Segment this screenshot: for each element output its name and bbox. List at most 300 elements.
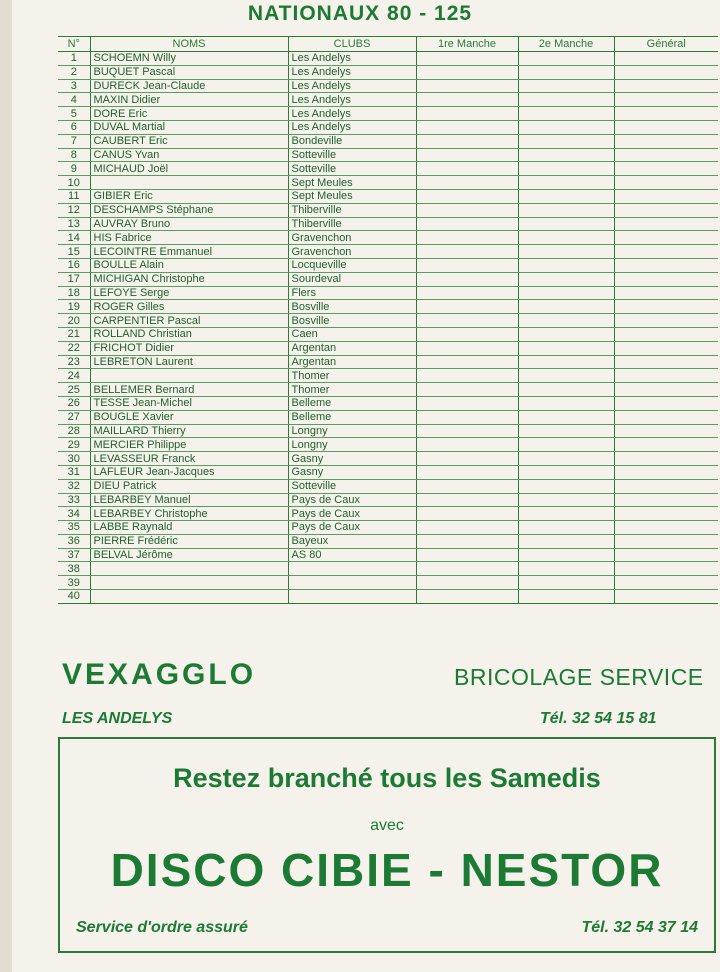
rider-name: LECOINTRE Emmanuel bbox=[90, 245, 288, 259]
round-1-result bbox=[416, 176, 518, 190]
table-row bbox=[58, 65, 718, 79]
round-1-result bbox=[416, 396, 518, 410]
rider-club: Les Andelys bbox=[288, 107, 416, 121]
round-1-result bbox=[416, 438, 518, 452]
general-result bbox=[614, 479, 718, 493]
row-number: 15 bbox=[58, 245, 90, 259]
table-row bbox=[58, 203, 718, 217]
row-number: 2 bbox=[58, 65, 90, 79]
general-result bbox=[614, 217, 718, 231]
row-number: 26 bbox=[58, 396, 90, 410]
disco-with: avec bbox=[370, 817, 404, 834]
rider-club: Locqueville bbox=[288, 258, 416, 272]
general-result bbox=[614, 562, 718, 576]
general-result bbox=[614, 162, 718, 176]
round-2-result bbox=[518, 424, 614, 438]
rider-name: AUVRAY Bruno bbox=[90, 217, 288, 231]
row-number: 39 bbox=[58, 576, 90, 590]
rider-club: Les Andelys bbox=[288, 79, 416, 93]
general-result bbox=[614, 314, 718, 328]
rider-club: Les Andelys bbox=[288, 93, 416, 107]
rider-club: Belleme bbox=[288, 410, 416, 424]
table-row bbox=[58, 189, 718, 203]
rider-club: Thiberville bbox=[288, 217, 416, 231]
round-2-result bbox=[518, 245, 614, 259]
round-1-result bbox=[416, 272, 518, 286]
round-2-result bbox=[518, 217, 614, 231]
row-number: 20 bbox=[58, 314, 90, 328]
round-1-result bbox=[416, 245, 518, 259]
round-2-result bbox=[518, 576, 614, 590]
round-1-result bbox=[416, 465, 518, 479]
rider-name: TESSE Jean-Michel bbox=[90, 396, 288, 410]
table-row bbox=[58, 341, 718, 355]
general-result bbox=[614, 148, 718, 162]
round-2-result bbox=[518, 52, 614, 66]
round-2-result bbox=[518, 189, 614, 203]
row-number: 9 bbox=[58, 162, 90, 176]
table-row bbox=[58, 148, 718, 162]
table-row bbox=[58, 162, 718, 176]
round-2-result bbox=[518, 452, 614, 466]
table-row bbox=[58, 452, 718, 466]
disco-phone: Tél. 32 54 37 14 bbox=[581, 919, 698, 936]
header-clubs: CLUBS bbox=[288, 37, 416, 52]
general-result bbox=[614, 245, 718, 259]
table-row bbox=[58, 521, 718, 535]
rider-name: MAILLARD Thierry bbox=[90, 424, 288, 438]
rider-club: Thomer bbox=[288, 383, 416, 397]
round-2-result bbox=[518, 341, 614, 355]
table-row bbox=[58, 369, 718, 383]
table-row bbox=[58, 590, 718, 604]
round-1-result bbox=[416, 286, 518, 300]
general-result bbox=[614, 590, 718, 604]
round-2-result bbox=[518, 507, 614, 521]
round-2-result bbox=[518, 162, 614, 176]
row-number: 24 bbox=[58, 369, 90, 383]
round-2-result bbox=[518, 383, 614, 397]
bricolage-service: BRICOLAGE SERVICE bbox=[454, 664, 704, 690]
row-number: 29 bbox=[58, 438, 90, 452]
table-row bbox=[58, 424, 718, 438]
round-2-result bbox=[518, 438, 614, 452]
rider-name: MERCIER Philippe bbox=[90, 438, 288, 452]
general-result bbox=[614, 65, 718, 79]
rider-club bbox=[288, 562, 416, 576]
round-1-result bbox=[416, 590, 518, 604]
rider-club: Gravenchon bbox=[288, 231, 416, 245]
rider-club: Sept Meules bbox=[288, 176, 416, 190]
round-1-result bbox=[416, 189, 518, 203]
row-number: 11 bbox=[58, 189, 90, 203]
rider-club: Bosville bbox=[288, 314, 416, 328]
row-number: 12 bbox=[58, 203, 90, 217]
general-result bbox=[614, 176, 718, 190]
round-1-result bbox=[416, 493, 518, 507]
table-row bbox=[58, 286, 718, 300]
rider-name: LEBARBEY Manuel bbox=[90, 493, 288, 507]
general-result bbox=[614, 452, 718, 466]
rider-club bbox=[288, 576, 416, 590]
rider-club: Gasny bbox=[288, 465, 416, 479]
row-number: 3 bbox=[58, 79, 90, 93]
round-2-result bbox=[518, 65, 614, 79]
table-row bbox=[58, 272, 718, 286]
round-1-result bbox=[416, 424, 518, 438]
general-result bbox=[614, 383, 718, 397]
rider-name: LEFOYE Serge bbox=[90, 286, 288, 300]
round-1-result bbox=[416, 258, 518, 272]
general-result bbox=[614, 424, 718, 438]
round-1-result bbox=[416, 52, 518, 66]
round-1-result bbox=[416, 452, 518, 466]
table-row bbox=[58, 245, 718, 259]
row-number: 14 bbox=[58, 231, 90, 245]
table-row bbox=[58, 383, 718, 397]
table-row bbox=[58, 562, 718, 576]
rider-club: Caen bbox=[288, 327, 416, 341]
row-number: 31 bbox=[58, 465, 90, 479]
general-result bbox=[614, 93, 718, 107]
round-2-result bbox=[518, 465, 614, 479]
rider-name: DURECK Jean-Claude bbox=[90, 79, 288, 93]
round-2-result bbox=[518, 410, 614, 424]
rider-name: HIS Fabrice bbox=[90, 231, 288, 245]
round-1-result bbox=[416, 314, 518, 328]
round-1-result bbox=[416, 548, 518, 562]
round-1-result bbox=[416, 120, 518, 134]
round-1-result bbox=[416, 369, 518, 383]
row-number: 17 bbox=[58, 272, 90, 286]
header-num: N° bbox=[58, 37, 90, 52]
rider-club: Bondeville bbox=[288, 134, 416, 148]
round-2-result bbox=[518, 300, 614, 314]
row-number: 28 bbox=[58, 424, 90, 438]
round-2-result bbox=[518, 493, 614, 507]
general-result bbox=[614, 465, 718, 479]
table-row bbox=[58, 314, 718, 328]
row-number: 10 bbox=[58, 176, 90, 190]
disco-ad-box bbox=[58, 737, 716, 953]
rider-club: Sotteville bbox=[288, 148, 416, 162]
header-round-2: 2e Manche bbox=[518, 37, 614, 52]
rider-name: BOUGLE Xavier bbox=[90, 410, 288, 424]
round-1-result bbox=[416, 203, 518, 217]
round-2-result bbox=[518, 272, 614, 286]
rider-club: Pays de Caux bbox=[288, 507, 416, 521]
rider-name: BELVAL Jérôme bbox=[90, 548, 288, 562]
row-number: 4 bbox=[58, 93, 90, 107]
round-1-result bbox=[416, 134, 518, 148]
page-title: NATIONAUX 80 - 125 bbox=[247, 2, 473, 25]
rider-club: Les Andelys bbox=[288, 65, 416, 79]
rider-name: SCHOEMN Willy bbox=[90, 52, 288, 66]
rider-club: Les Andelys bbox=[288, 120, 416, 134]
rider-club: Argentan bbox=[288, 341, 416, 355]
round-2-result bbox=[518, 369, 614, 383]
row-number: 37 bbox=[58, 548, 90, 562]
general-result bbox=[614, 438, 718, 452]
round-2-result bbox=[518, 590, 614, 604]
round-2-result bbox=[518, 258, 614, 272]
round-1-result bbox=[416, 534, 518, 548]
general-result bbox=[614, 272, 718, 286]
rider-name: ROLLAND Christian bbox=[90, 327, 288, 341]
round-2-result bbox=[518, 93, 614, 107]
rider-name: PIERRE Frédéric bbox=[90, 534, 288, 548]
round-2-result bbox=[518, 562, 614, 576]
rider-name: DUVAL Martial bbox=[90, 120, 288, 134]
table-row bbox=[58, 576, 718, 590]
table-row bbox=[58, 93, 718, 107]
general-result bbox=[614, 548, 718, 562]
rider-name: BUQUET Pascal bbox=[90, 65, 288, 79]
round-2-result bbox=[518, 327, 614, 341]
row-number: 36 bbox=[58, 534, 90, 548]
row-number: 19 bbox=[58, 300, 90, 314]
table-row bbox=[58, 327, 718, 341]
rider-club: Pays de Caux bbox=[288, 521, 416, 535]
row-number: 32 bbox=[58, 479, 90, 493]
general-result bbox=[614, 341, 718, 355]
rider-club: Sourdeval bbox=[288, 272, 416, 286]
general-result bbox=[614, 534, 718, 548]
round-1-result bbox=[416, 355, 518, 369]
round-1-result bbox=[416, 162, 518, 176]
general-result bbox=[614, 300, 718, 314]
general-result bbox=[614, 327, 718, 341]
rider-club: Pays de Caux bbox=[288, 493, 416, 507]
round-2-result bbox=[518, 355, 614, 369]
rider-club: Sotteville bbox=[288, 162, 416, 176]
general-result bbox=[614, 79, 718, 93]
rider-name bbox=[90, 369, 288, 383]
table-header-row bbox=[58, 37, 718, 52]
rider-name: CARPENTIER Pascal bbox=[90, 314, 288, 328]
rider-name: LAFLEUR Jean-Jacques bbox=[90, 465, 288, 479]
rider-name: FRICHOT Didier bbox=[90, 341, 288, 355]
rider-club: Argentan bbox=[288, 355, 416, 369]
rider-club: Longny bbox=[288, 424, 416, 438]
page-edge bbox=[0, 0, 12, 972]
disco-tagline: Restez branché tous les Samedis bbox=[173, 763, 601, 793]
general-result bbox=[614, 576, 718, 590]
round-1-result bbox=[416, 479, 518, 493]
row-number: 35 bbox=[58, 521, 90, 535]
rider-club: AS 80 bbox=[288, 548, 416, 562]
bricolage-phone: Tél. 32 54 15 81 bbox=[540, 710, 657, 727]
table-row bbox=[58, 355, 718, 369]
table-row bbox=[58, 507, 718, 521]
round-2-result bbox=[518, 176, 614, 190]
table-row bbox=[58, 300, 718, 314]
vexagglo-city: LES ANDELYS bbox=[62, 710, 173, 727]
round-2-result bbox=[518, 521, 614, 535]
round-2-result bbox=[518, 479, 614, 493]
round-2-result bbox=[518, 107, 614, 121]
rider-name: GIBIER Eric bbox=[90, 189, 288, 203]
row-number: 7 bbox=[58, 134, 90, 148]
table-row bbox=[58, 396, 718, 410]
row-number: 23 bbox=[58, 355, 90, 369]
round-2-result bbox=[518, 120, 614, 134]
general-result bbox=[614, 107, 718, 121]
rider-name: MICHIGAN Christophe bbox=[90, 272, 288, 286]
header-general: Général bbox=[614, 37, 718, 52]
round-2-result bbox=[518, 148, 614, 162]
rider-name: ROGER Gilles bbox=[90, 300, 288, 314]
round-1-result bbox=[416, 521, 518, 535]
rider-club: Longny bbox=[288, 438, 416, 452]
round-1-result bbox=[416, 410, 518, 424]
general-result bbox=[614, 203, 718, 217]
table-row bbox=[58, 493, 718, 507]
round-2-result bbox=[518, 203, 614, 217]
rider-name bbox=[90, 590, 288, 604]
rider-club: Bosville bbox=[288, 300, 416, 314]
disco-name: DISCO CIBIE - NESTOR bbox=[110, 844, 664, 896]
disco-service: Service d'ordre assuré bbox=[76, 919, 248, 936]
table-row bbox=[58, 438, 718, 452]
rider-club: Gravenchon bbox=[288, 245, 416, 259]
rider-club: Gasny bbox=[288, 452, 416, 466]
round-2-result bbox=[518, 396, 614, 410]
rider-name: LEVASSEUR Franck bbox=[90, 452, 288, 466]
table-row bbox=[58, 410, 718, 424]
general-result bbox=[614, 258, 718, 272]
rider-club: Thiberville bbox=[288, 203, 416, 217]
row-number: 21 bbox=[58, 327, 90, 341]
rider-name bbox=[90, 562, 288, 576]
table-row bbox=[58, 176, 718, 190]
general-result bbox=[614, 189, 718, 203]
round-1-result bbox=[416, 93, 518, 107]
round-1-result bbox=[416, 300, 518, 314]
round-1-result bbox=[416, 341, 518, 355]
rider-name: CANUS Yvan bbox=[90, 148, 288, 162]
general-result bbox=[614, 396, 718, 410]
row-number: 22 bbox=[58, 341, 90, 355]
row-number: 16 bbox=[58, 258, 90, 272]
row-number: 34 bbox=[58, 507, 90, 521]
row-number: 27 bbox=[58, 410, 90, 424]
rider-club bbox=[288, 590, 416, 604]
row-number: 25 bbox=[58, 383, 90, 397]
rider-name: BELLEMER Bernard bbox=[90, 383, 288, 397]
general-result bbox=[614, 493, 718, 507]
general-result bbox=[614, 410, 718, 424]
rider-name: DESCHAMPS Stéphane bbox=[90, 203, 288, 217]
rider-name bbox=[90, 176, 288, 190]
row-number: 30 bbox=[58, 452, 90, 466]
round-2-result bbox=[518, 79, 614, 93]
table-row bbox=[58, 79, 718, 93]
general-result bbox=[614, 369, 718, 383]
table-row bbox=[58, 479, 718, 493]
general-result bbox=[614, 507, 718, 521]
round-1-result bbox=[416, 507, 518, 521]
row-number: 1 bbox=[58, 52, 90, 66]
round-1-result bbox=[416, 562, 518, 576]
rider-name: MICHAUD Joël bbox=[90, 162, 288, 176]
rider-club: Sept Meules bbox=[288, 189, 416, 203]
vexagglo-logo: VEXAGGLO bbox=[62, 658, 257, 691]
rider-club: Flers bbox=[288, 286, 416, 300]
row-number: 33 bbox=[58, 493, 90, 507]
general-result bbox=[614, 52, 718, 66]
round-1-result bbox=[416, 148, 518, 162]
rider-name bbox=[90, 576, 288, 590]
table-row bbox=[58, 534, 718, 548]
results-table bbox=[58, 36, 718, 604]
rider-name: CAUBERT Eric bbox=[90, 134, 288, 148]
round-2-result bbox=[518, 134, 614, 148]
table-row bbox=[58, 217, 718, 231]
row-number: 13 bbox=[58, 217, 90, 231]
round-1-result bbox=[416, 576, 518, 590]
row-number: 38 bbox=[58, 562, 90, 576]
table-row bbox=[58, 465, 718, 479]
rider-club: Belleme bbox=[288, 396, 416, 410]
rider-club: Bayeux bbox=[288, 534, 416, 548]
round-1-result bbox=[416, 383, 518, 397]
table-row bbox=[58, 120, 718, 134]
general-result bbox=[614, 355, 718, 369]
row-number: 8 bbox=[58, 148, 90, 162]
rider-name: LABBE Raynald bbox=[90, 521, 288, 535]
rider-club: Les Andelys bbox=[288, 52, 416, 66]
general-result bbox=[614, 231, 718, 245]
round-1-result bbox=[416, 79, 518, 93]
general-result bbox=[614, 286, 718, 300]
table-row bbox=[58, 231, 718, 245]
table-row bbox=[58, 107, 718, 121]
row-number: 40 bbox=[58, 590, 90, 604]
round-1-result bbox=[416, 217, 518, 231]
row-number: 6 bbox=[58, 120, 90, 134]
rider-club: Sotteville bbox=[288, 479, 416, 493]
table-row bbox=[58, 258, 718, 272]
rider-name: DORE Eric bbox=[90, 107, 288, 121]
round-2-result bbox=[518, 314, 614, 328]
general-result bbox=[614, 120, 718, 134]
general-result bbox=[614, 521, 718, 535]
header-round-1: 1re Manche bbox=[416, 37, 518, 52]
rider-name: MAXIN Didier bbox=[90, 93, 288, 107]
rider-name: DIEU Patrick bbox=[90, 479, 288, 493]
table-row bbox=[58, 134, 718, 148]
round-2-result bbox=[518, 534, 614, 548]
row-number: 18 bbox=[58, 286, 90, 300]
round-1-result bbox=[416, 327, 518, 341]
rider-club: Thomer bbox=[288, 369, 416, 383]
round-2-result bbox=[518, 231, 614, 245]
round-1-result bbox=[416, 107, 518, 121]
rider-name: BOULLE Alain bbox=[90, 258, 288, 272]
round-2-result bbox=[518, 286, 614, 300]
round-2-result bbox=[518, 548, 614, 562]
rider-name: LEBRETON Laurent bbox=[90, 355, 288, 369]
general-result bbox=[614, 134, 718, 148]
round-1-result bbox=[416, 65, 518, 79]
rider-name: LEBARBEY Christophe bbox=[90, 507, 288, 521]
table-row bbox=[58, 548, 718, 562]
header-names: NOMS bbox=[90, 37, 288, 52]
row-number: 5 bbox=[58, 107, 90, 121]
round-1-result bbox=[416, 231, 518, 245]
table-row bbox=[58, 52, 718, 66]
